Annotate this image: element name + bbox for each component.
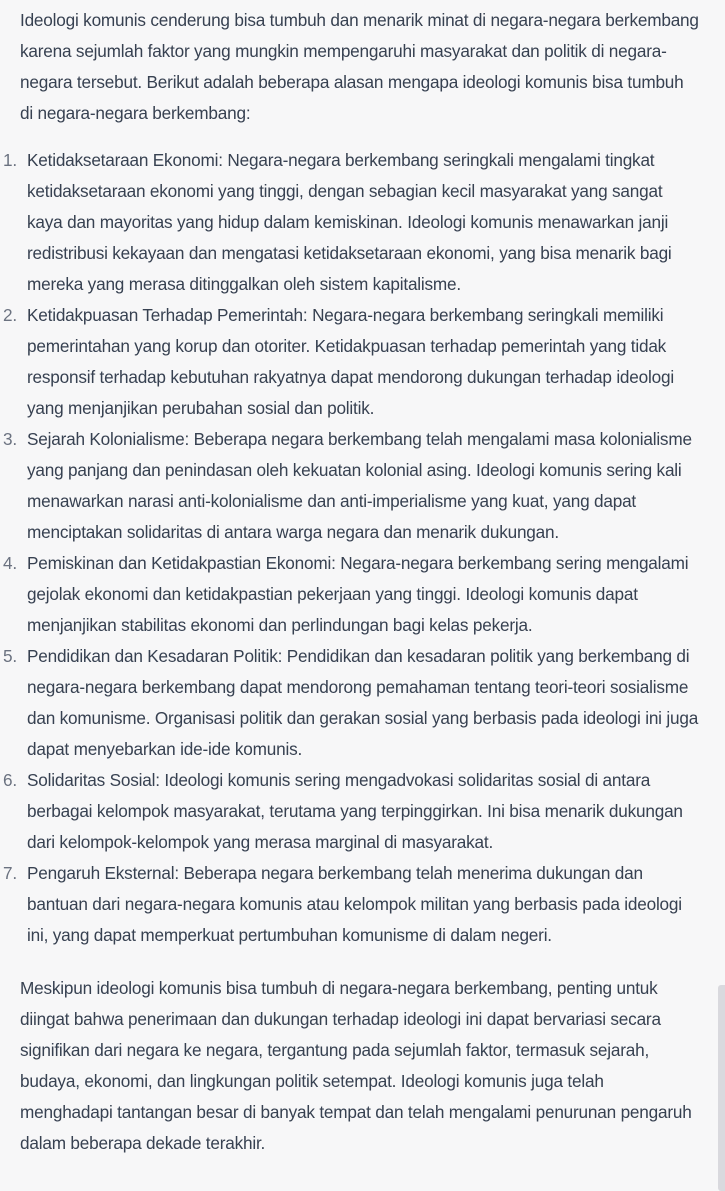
intro-paragraph: Ideologi komunis cenderung bisa tumbuh dan menarik minat di negara-negara berkembang karena sejumlah faktor yang mungkin mempengaruhi masyarakat dan politik di negara-negara tersebut. Berikut adalah beberapa alasan mengapa ideologi komunis bisa tumbuh di negara-negara berkembang: [20, 10, 699, 123]
list-item [3, 548, 700, 641]
list-item-number: 7. [3, 863, 17, 883]
list-item-number: 5. [3, 646, 17, 666]
list-item-text: Pemiskinan dan Ketidakpastian Ekonomi: Negara-negara berkembang sering mengalami gejolak ekonomi dan ketidakpastian pekerjaan yang tinggi. Ideologi komunis dapat menjanjikan stabilitas ekonomi dan perlindungan bagi kelas pekerja. [27, 553, 689, 635]
list-item [3, 424, 700, 548]
list-item [3, 145, 700, 300]
list-item-text: Ketidakpuasan Terhadap Pemerintah: Negara-negara berkembang seringkali memiliki pemerintahan yang korup dan otoriter. Ketidakpuasan terhadap pemerintah yang tidak responsif terhadap kebutuhan rakyatnya dapat mendorong dukungan terhadap ideologi yang menjanjikan perubahan sosial dan politik. [27, 305, 674, 418]
reasons-list [3, 145, 700, 951]
list-item-number: 3. [3, 429, 17, 449]
list-item-text: Sejarah Kolonialisme: Beberapa negara berkembang telah mengalami masa kolonialisme yang panjang dan penindasan oleh kekuatan kolonial asing. Ideologi komunis sering kali menawarkan narasi anti-kolonialisme dan anti-imperialisme yang kuat, yang dapat menciptakan solidaritas di antara warga negara dan menarik dukungan. [27, 429, 692, 542]
list-item [3, 765, 700, 858]
scrollbar-thumb[interactable] [718, 985, 725, 1191]
list-item-text: Pendidikan dan Kesadaran Politik: Pendidikan dan kesadaran politik yang berkembang di negara-negara berkembang dapat mendorong pemahaman tentang teori-teori sosialisme dan komunisme. Organisasi politik dan gerakan sosial yang berbasis pada ideologi ini juga dapat menyebarkan ide-ide komunis. [27, 646, 699, 759]
list-item [3, 300, 700, 424]
list-item-number: 4. [3, 553, 17, 573]
list-item [3, 641, 700, 765]
conclusion-paragraph: Meskipun ideologi komunis bisa tumbuh di negara-negara berkembang, penting untuk diingat bahwa penerimaan dan dukungan terhadap ideologi ini dapat bervariasi secara signifikan dari negara ke negara, tergantung pada sejumlah faktor, termasuk sejarah, budaya, ekonomi, dan lingkungan politik setempat. Ideologi komunis juga telah menghadapi tantangan besar di banyak tempat dan telah mengalami penurunan pengaruh dalam beberapa dekade terakhir. [20, 978, 692, 1153]
list-item [3, 858, 700, 951]
list-item-text: Pengaruh Eksternal: Beberapa negara berkembang telah menerima dukungan dan bantuan dari negara-negara komunis atau kelompok militan yang berbasis pada ideologi ini, yang dapat memperkuat pertumbuhan komunisme di dalam negeri. [27, 863, 682, 945]
list-item-text: Ketidaksetaraan Ekonomi: Negara-negara berkembang seringkali mengalami tingkat ketidaksetaraan ekonomi yang tinggi, dengan sebagian kecil masyarakat yang sangat kaya dan mayoritas yang hidup dalam kemiskinan. Ideologi komunis menawarkan janji redistribusi kekayaan dan mengatasi ketidaksetaraan ekonomi, yang bisa menarik bagi mereka yang merasa ditinggalkan oleh sistem kapitalisme. [27, 150, 672, 294]
list-item-text: Solidaritas Sosial: Ideologi komunis sering mengadvokasi solidaritas sosial di antara berbagai kelompok masyarakat, terutama yang terpinggirkan. Ini bisa menarik dukungan dari kelompok-kelompok yang merasa marginal di masyarakat. [27, 770, 683, 852]
list-item-number: 6. [3, 770, 17, 790]
list-item-number: 1. [3, 150, 17, 170]
list-item-number: 2. [3, 305, 17, 325]
message-content [3, 5, 700, 1159]
